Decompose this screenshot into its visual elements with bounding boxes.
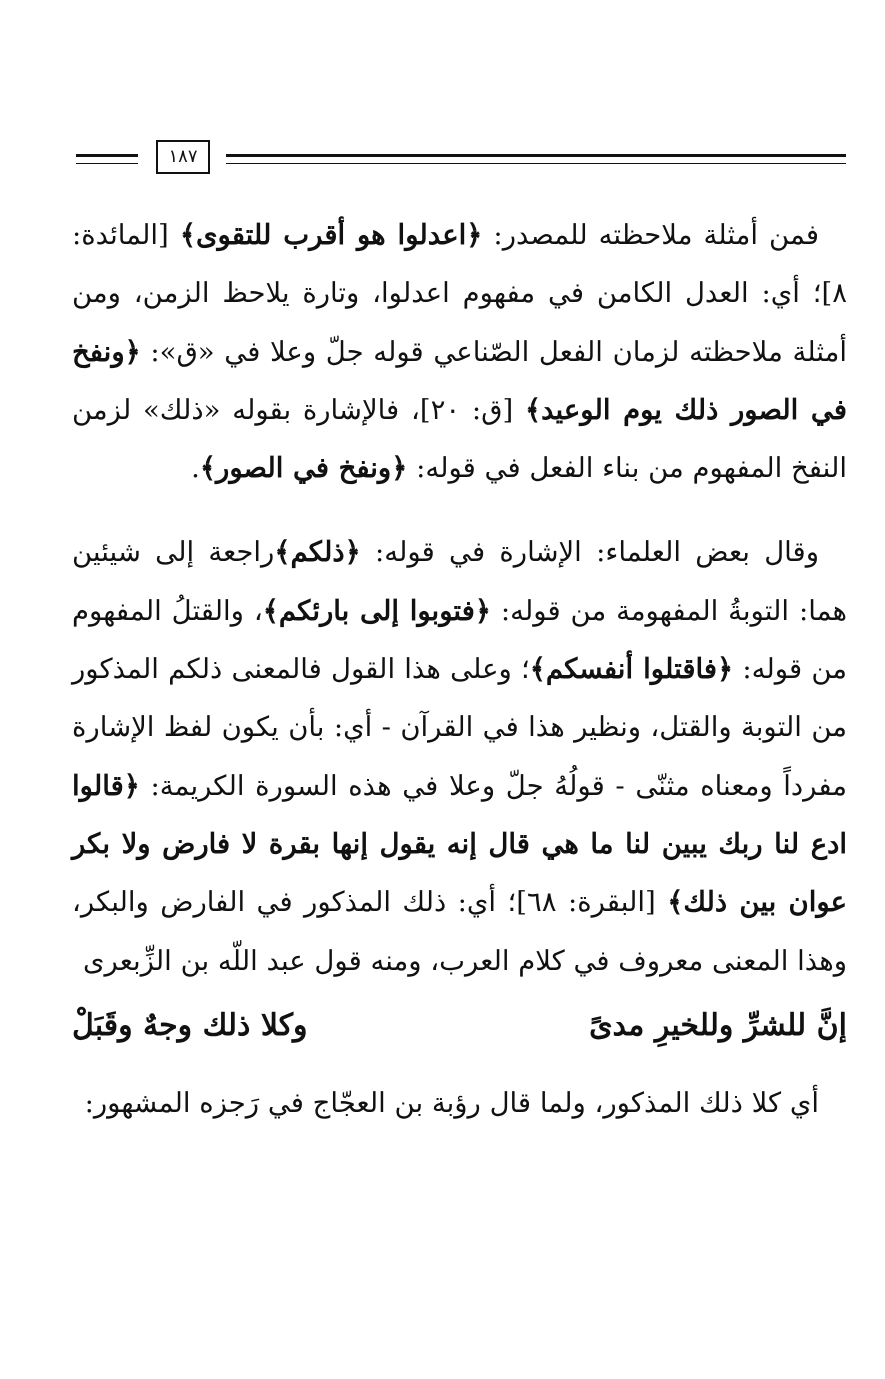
p1-text-4: . — [191, 452, 200, 485]
paragraph-1 — [72, 206, 847, 497]
header-rule-left — [76, 154, 138, 164]
quran-quote-7: ﴿قالوا ادع لنا ربك يبين لنا ما هي قال إنه يقول إنها بقرة لا فارض ولا بكر عوان بين ذلك﴾ — [72, 769, 847, 919]
p1-text-1: فمن أمثلة ملاحظته للمصدر: — [482, 219, 820, 251]
p2-text-5: [البقرة: ٦٨]؛ أي: ذلك المذكور في الفارض والبكر، وهذا المعنى معروف في كلام العرب، ومنه قول عبد اللّه بن الزِّبعرى — [72, 886, 847, 977]
verse-second-hemistich: وكلا ذلك وجهٌ وقَبَلْ — [72, 1007, 308, 1043]
p2-text-3: ، والقتلُ المفهوم من قوله: — [72, 594, 847, 686]
header-rule-right — [226, 154, 846, 164]
page-number: ١٨٧ — [156, 140, 210, 174]
verse-first-hemistich: إنَّ للشرِّ وللخيرِ مدىً — [589, 1007, 847, 1043]
page-header — [76, 140, 846, 180]
p2-text-2: راجعة إلى شيئين هما: التوبةُ المفهومة من قوله: — [72, 536, 848, 627]
paragraph-2 — [72, 523, 847, 989]
quran-quote-1: ﴿اعدلوا هو أقرب للتقوى﴾ — [179, 219, 483, 251]
p2-text-1: وقال بعض العلماء: الإشارة في قوله: — [360, 536, 819, 569]
quran-quote-4: ﴿ذلكم﴾ — [274, 536, 361, 569]
paragraph-3: أي كلا ذلك المذكور، ولما قال رؤبة بن العجّاج في رَجزه المشهور: — [84, 1086, 819, 1119]
p2-text-4: ؛ وعلى هذا القول فالمعنى ذلكم المذكور من التوبة والقتل، ونظير هذا في القرآن - أي: بأن يكون لفظ الإشارة مفرداً ومعناه مثنّى - قولُهُ جلّ وعلا في هذه السورة الكريمة: — [72, 653, 847, 802]
p1-text-2: [المائدة: ٨]؛ أي: العدل الكامن في مفهوم اعدلوا، وتارة يلاحظ الزمن، ومن أمثلة ملاحظته لزمان الفعل الصّناعي قوله جلّ وعلا في «ق»: — [72, 219, 847, 368]
quran-quote-6: ﴿فاقتلوا أنفسكم﴾ — [529, 653, 734, 686]
poetry-verse — [72, 996, 847, 1056]
page-body — [72, 206, 847, 1132]
quran-quote-2: ﴿ونفخ في الصور ذلك يوم الوعيد﴾ — [72, 335, 847, 426]
quran-quote-5: ﴿فتوبوا إلى بارئكم﴾ — [262, 594, 491, 627]
quran-quote-3: ﴿ونفخ في الصور﴾ — [199, 452, 408, 485]
p1-text-3: [ق: ٢٠]، فالإشارة بقوله «ذلك» لزمن النفخ المفهوم من بناء الفعل في قوله: — [72, 393, 847, 485]
